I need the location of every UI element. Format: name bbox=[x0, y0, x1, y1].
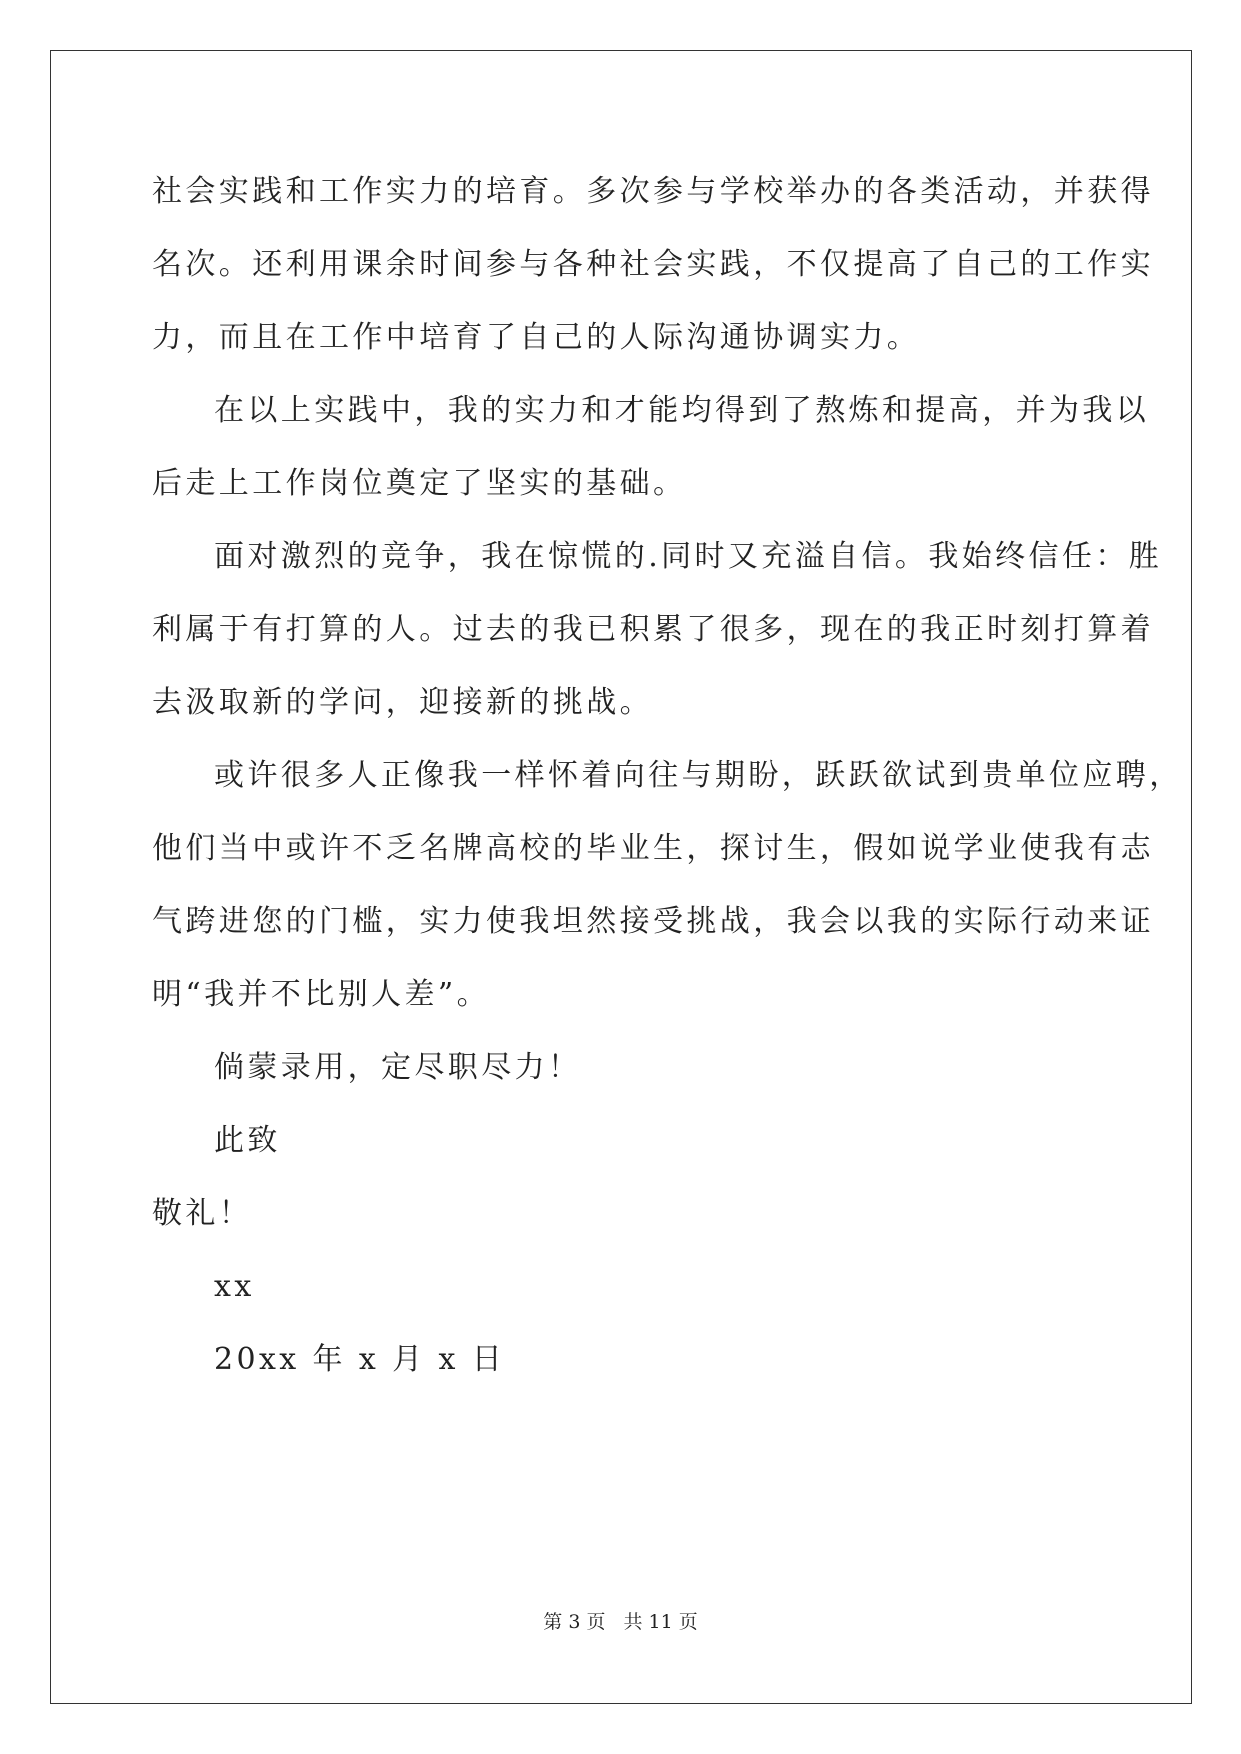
body-line-7: 利属于有打算的人。过去的我已积累了很多，现在的我正时刻打算着 bbox=[152, 612, 1154, 647]
body-line-2: 名次。还利用课余时间参与各种社会实践，不仅提高了自己的工作实 bbox=[152, 247, 1154, 282]
body-line-3: 力，而且在工作中培育了自己的人际沟通协调实力。 bbox=[152, 320, 921, 355]
page-border bbox=[50, 50, 1192, 1704]
body-line-11: 气跨进您的门槛，实力使我坦然接受挑战，我会以我的实际行动来证 bbox=[152, 904, 1154, 939]
page-number: 第 3 页 bbox=[543, 1611, 606, 1633]
body-line-5: 后走上工作岗位奠定了坚实的基础。 bbox=[152, 466, 687, 501]
closing-request: 倘蒙录用，定尽职尽力！ bbox=[214, 1050, 582, 1085]
body-line-10: 他们当中或许不乏名牌高校的毕业生，探讨生，假如说学业使我有志 bbox=[152, 831, 1154, 866]
body-line-12: 明“我并不比别人差”。 bbox=[152, 977, 491, 1012]
page-total: 共 11 页 bbox=[623, 1611, 698, 1633]
body-line-9: 或许很多人正像我一样怀着向往与期盼，跃跃欲试到贵单位应聘， bbox=[214, 758, 1183, 793]
salutation-jing-li: 敬礼！ bbox=[152, 1196, 253, 1231]
body-line-4: 在以上实践中，我的实力和才能均得到了熬炼和提高，并为我以 bbox=[214, 393, 1150, 428]
page-footer bbox=[0, 1609, 1241, 1635]
salutation-ci-zhi: 此致 bbox=[214, 1123, 281, 1158]
body-line-6: 面对激烈的竞争，我在惊慌的.同时又充溢自信。我始终信任：胜 bbox=[214, 539, 1163, 574]
signature-name: xx bbox=[214, 1269, 255, 1304]
body-line-1: 社会实践和工作实力的培育。多次参与学校举办的各类活动，并获得 bbox=[152, 174, 1154, 209]
body-line-8: 去汲取新的学问，迎接新的挑战。 bbox=[152, 685, 653, 720]
signature-date: 20xx 年 x 月 x 日 bbox=[214, 1342, 506, 1377]
